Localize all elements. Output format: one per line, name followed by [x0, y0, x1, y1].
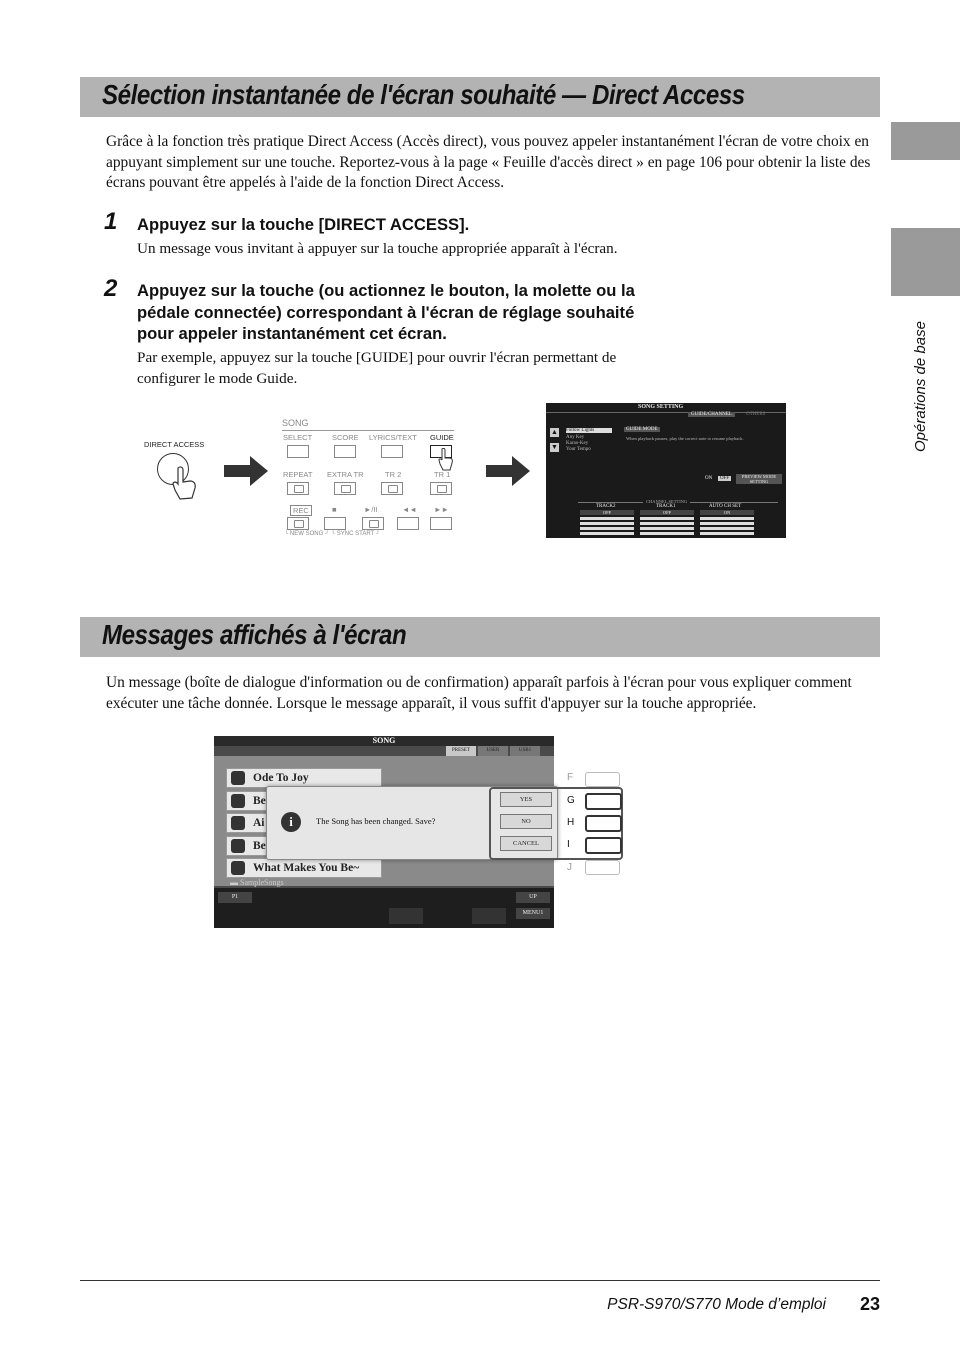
tab-user[interactable]: USER	[478, 746, 508, 756]
auto-ch-set-value[interactable]: ON	[700, 510, 754, 515]
disabled-button	[472, 908, 506, 924]
song-item[interactable]: Ai	[226, 813, 382, 833]
info-icon: i	[281, 812, 301, 832]
on-option[interactable]: ON	[705, 476, 713, 481]
song-item[interactable]: What Makes You Be~	[226, 858, 382, 878]
lyrics-text-label: LYRICS/TEXT	[369, 433, 417, 442]
play-pause-label: ►/II	[364, 505, 378, 514]
select-button[interactable]	[287, 445, 309, 458]
side-tab-label: Opérations de base	[912, 321, 929, 452]
yes-button[interactable]: YES	[500, 792, 552, 807]
panel-button-g[interactable]	[585, 793, 622, 810]
panel-button-f[interactable]	[585, 772, 620, 787]
menu-button[interactable]: MENU1	[516, 908, 550, 919]
guide-list-item[interactable]: Any Key	[566, 435, 585, 440]
step-body: Par exemple, appuyez sur la touche [GUIDE] pour ouvrir l'écran permettant de configurer le mode Guide.	[137, 349, 617, 387]
rec-button[interactable]	[287, 517, 309, 530]
finger-press-icon	[170, 466, 200, 502]
song-item[interactable]: Ode To Joy	[226, 768, 382, 788]
song-icon	[231, 839, 245, 853]
track2-label: TRACK2	[596, 504, 616, 509]
up-button[interactable]: UP	[516, 892, 550, 903]
step-body: Un message vous invitant à appuyer sur la touche appropriée apparaît à l'écran.	[137, 240, 618, 257]
section-intro: Grâce à la fonction très pratique Direct Access (Accès direct), vous pouvez appeler instantanément l'écran de votre choix en appuyant simplement sur une touche. Reportez-vous à la page « Feuille d'accès direct » en page 106 pour obtenir la liste des écrans pouvant être appelés à l'aide de la fonction Direct Access.	[106, 133, 871, 192]
footer-rule	[80, 1280, 880, 1281]
section-intro: Un message (boîte de dialogue d'information ou de confirmation) apparaît parfois à l'écran pour vous expliquer comment exécuter une tâche donnée. Lorsque le message apparaît, il vous suffit d'appuyer sur la touche appropriée.	[106, 674, 852, 712]
lyrics-text-button[interactable]	[381, 445, 403, 458]
tab-others[interactable]: OTHERS	[746, 412, 766, 417]
panel-button-i[interactable]	[585, 837, 622, 854]
tr2-button[interactable]	[381, 482, 403, 495]
scroll-down-button[interactable]: ▼	[551, 443, 558, 451]
channel-setting-label: CHANNEL SETTING	[643, 499, 690, 504]
page-indicator[interactable]: P1	[218, 892, 252, 903]
direct-access-label: DIRECT ACCESS	[144, 440, 205, 449]
button-letter: G	[567, 795, 575, 806]
track1-label: TRACK1	[656, 504, 676, 509]
song-setting-screen	[546, 403, 786, 538]
song-icon	[231, 861, 245, 875]
panel-button-h[interactable]	[585, 815, 622, 832]
song-icon	[231, 816, 245, 830]
song-group-label: SONG	[282, 418, 309, 428]
tr1-label: TR 1	[434, 470, 451, 479]
guide-list-item-selected[interactable]: Follow Lights	[566, 428, 612, 433]
scroll-up-button[interactable]: ▲	[551, 428, 558, 436]
tab-usb1[interactable]: USB1	[510, 746, 540, 756]
auto-ch-set-stepper[interactable]	[700, 517, 754, 537]
rewind-button[interactable]	[397, 517, 419, 530]
section-header-messages	[80, 617, 880, 657]
track1-value[interactable]: OFF	[640, 510, 694, 515]
guide-list-item[interactable]: Karao-Key	[566, 441, 589, 446]
step-number: 2	[104, 275, 118, 302]
section-title: Messages affichés à l'écran	[102, 619, 407, 650]
guide-list-item[interactable]: Your Tempo	[566, 447, 591, 452]
extra-tr-label: EXTRA TR	[327, 470, 364, 479]
score-label: SCORE	[332, 433, 359, 442]
song-screen-title: SONG	[372, 736, 396, 745]
track1-stepper[interactable]	[640, 517, 694, 537]
song-icon	[231, 794, 245, 808]
finger-press-icon	[437, 448, 455, 472]
tab-preset[interactable]: PRESET	[446, 746, 476, 756]
tr2-label: TR 2	[385, 470, 402, 479]
tr1-button[interactable]	[430, 482, 452, 495]
folder-label: ▬ SampleSongs	[230, 878, 284, 887]
no-button[interactable]: NO	[500, 814, 552, 829]
button-letter: I	[567, 839, 570, 850]
step-number: 1	[104, 208, 118, 235]
auto-ch-set-label: AUTO CH SET	[709, 504, 742, 509]
footer-manual-title: PSR-S970/S770 Mode d’emploi	[607, 1296, 826, 1313]
repeat-label: REPEAT	[283, 470, 313, 479]
cancel-button[interactable]: CANCEL	[500, 836, 552, 851]
track2-value[interactable]: OFF	[580, 510, 634, 515]
stop-label: ■	[332, 505, 337, 514]
repeat-button[interactable]	[287, 482, 309, 495]
arrow-right-icon	[486, 456, 530, 486]
side-tab-upper	[891, 122, 960, 160]
folder-name: SampleSongs	[240, 878, 284, 887]
panel-button-j[interactable]	[585, 860, 620, 875]
guide-label: GUIDE	[430, 433, 454, 442]
fast-forward-button[interactable]	[430, 517, 452, 530]
song-item[interactable]: Be	[226, 791, 382, 811]
step-heading: Appuyez sur la touche (ou actionnez le bouton, la molette ou la pédale connectée) correspondant à l'écran de réglage souhaité pour appeler instantanément cet écran.	[137, 281, 635, 343]
tab-guide-channel[interactable]: GUIDE/CHANNEL	[688, 412, 735, 417]
off-option[interactable]: OFF	[720, 476, 730, 481]
side-tab-current	[891, 228, 960, 296]
play-pause-button[interactable]	[362, 517, 384, 530]
panel-divider	[282, 430, 454, 431]
stop-button[interactable]	[324, 517, 346, 530]
screen-title: SONG SETTING	[638, 404, 684, 410]
extra-tr-button[interactable]	[334, 482, 356, 495]
rewind-label: ◄◄	[402, 505, 417, 514]
song-icon	[231, 771, 245, 785]
panel-sub-labels: └ NEW SONG ┘ └ SYNC START ┘	[284, 531, 381, 537]
button-letter: F	[567, 772, 574, 783]
disabled-button	[389, 908, 423, 924]
arrow-right-icon	[224, 456, 268, 486]
step-heading: Appuyez sur la touche [DIRECT ACCESS].	[137, 215, 470, 234]
guide-mode-label: GUIDE MODE	[626, 427, 658, 432]
guide-mode-description: When playback pauses, play the correct note to resume playback.	[626, 436, 744, 441]
rec-label: REC	[290, 505, 312, 516]
page-number: 23	[860, 1294, 881, 1314]
track2-stepper[interactable]	[580, 517, 634, 537]
fast-forward-label: ►►	[434, 505, 449, 514]
preview-mode-setting-button[interactable]: PREVIEW MODE SETTING	[736, 474, 782, 484]
button-letter: J	[567, 862, 572, 873]
section-header-direct-access	[80, 77, 880, 117]
score-button[interactable]	[334, 445, 356, 458]
song-item[interactable]: Be	[226, 836, 382, 856]
dialog-message: The Song has been changed. Save?	[316, 816, 436, 826]
section-title: Sélection instantanée de l'écran souhaité — Direct Access	[102, 79, 745, 110]
select-label: SELECT	[283, 433, 313, 442]
button-letter: H	[567, 817, 575, 828]
